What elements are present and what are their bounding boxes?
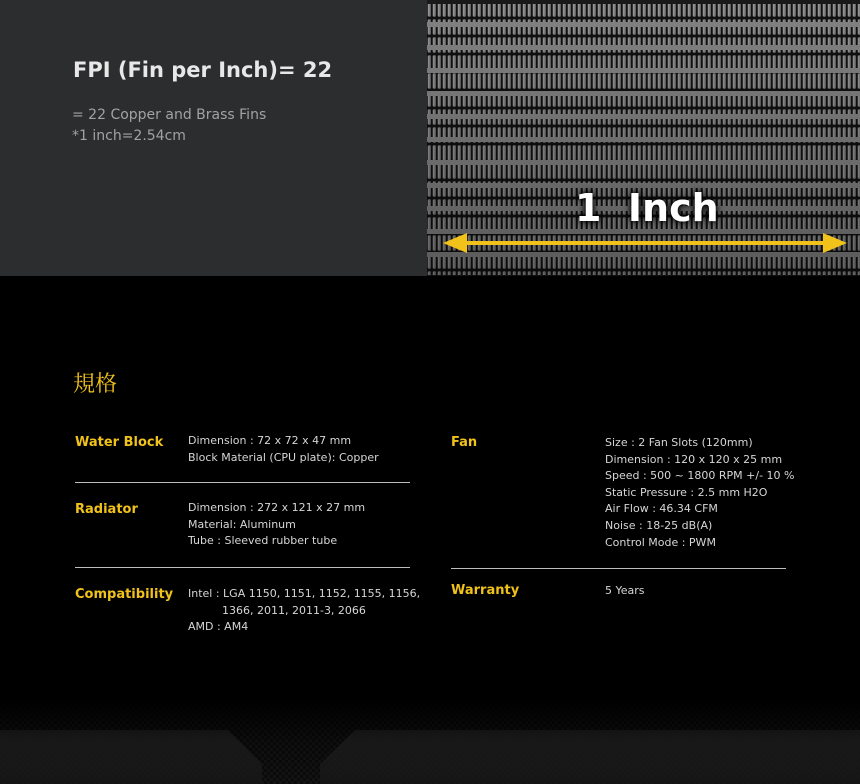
warranty-values — [605, 583, 645, 600]
divider — [75, 567, 410, 568]
water-block-values — [188, 433, 379, 466]
fpi-info-panel — [0, 0, 427, 276]
fan-size: Size : 2 Fan Slots (120mm) — [605, 436, 753, 449]
water-block-material: Block Material (CPU plate): Copper — [188, 450, 379, 464]
radiator-tube: Tube : Sleeved rubber tube — [188, 534, 338, 548]
fpi-banner — [0, 0, 860, 276]
fan-air-flow: Air Flow : 46.34 CFM — [605, 502, 718, 516]
divider — [75, 482, 410, 483]
radiator-values — [188, 500, 365, 550]
fan-label: Fan — [451, 435, 478, 450]
one-inch-label: 1 Inch — [575, 186, 719, 230]
water-block-dimension: Dimension : 72 x 72 x 47 mm — [188, 434, 352, 447]
fan-control-mode: Control Mode : PWM — [605, 535, 716, 549]
fpi-title: FPI (Fin per Inch)= 22 — [73, 58, 333, 82]
compatibility-intel: Intel : LGA 1150, 1151, 1152, 1155, 1156, — [188, 587, 421, 600]
radiator-fins-photo — [427, 0, 860, 276]
decorative-footer — [0, 700, 860, 784]
divider — [451, 568, 786, 569]
compatibility-label: Compatibility — [75, 587, 174, 602]
fan-speed: Speed : 500 ~ 1800 RPM +/- 10 % — [605, 469, 795, 483]
compatibility-amd: AMD : AM4 — [188, 620, 249, 634]
radiator-dimension: Dimension : 272 x 121 x 27 mm — [188, 501, 366, 514]
fan-static-pressure: Static Pressure : 2.5 mm H2O — [605, 485, 768, 499]
fan-values — [605, 435, 794, 551]
fpi-inch-note: *1 inch=2.54cm — [72, 128, 186, 144]
radiator-material: Material: Aluminum — [188, 517, 296, 531]
warranty-period: 5 Years — [605, 584, 645, 597]
compatibility-intel-cont: 1366, 2011, 2011-3, 2066 — [222, 603, 366, 617]
water-block-label: Water Block — [75, 435, 164, 450]
compatibility-values — [188, 586, 420, 636]
specs-heading: 規格 — [73, 372, 118, 397]
fan-noise: Noise : 18-25 dB(A) — [605, 518, 713, 532]
warranty-label: Warranty — [451, 583, 520, 598]
radiator-label: Radiator — [75, 502, 138, 517]
fan-dimension: Dimension : 120 x 120 x 25 mm — [605, 452, 783, 466]
fpi-fins-note: = 22 Copper and Brass Fins — [72, 107, 267, 123]
